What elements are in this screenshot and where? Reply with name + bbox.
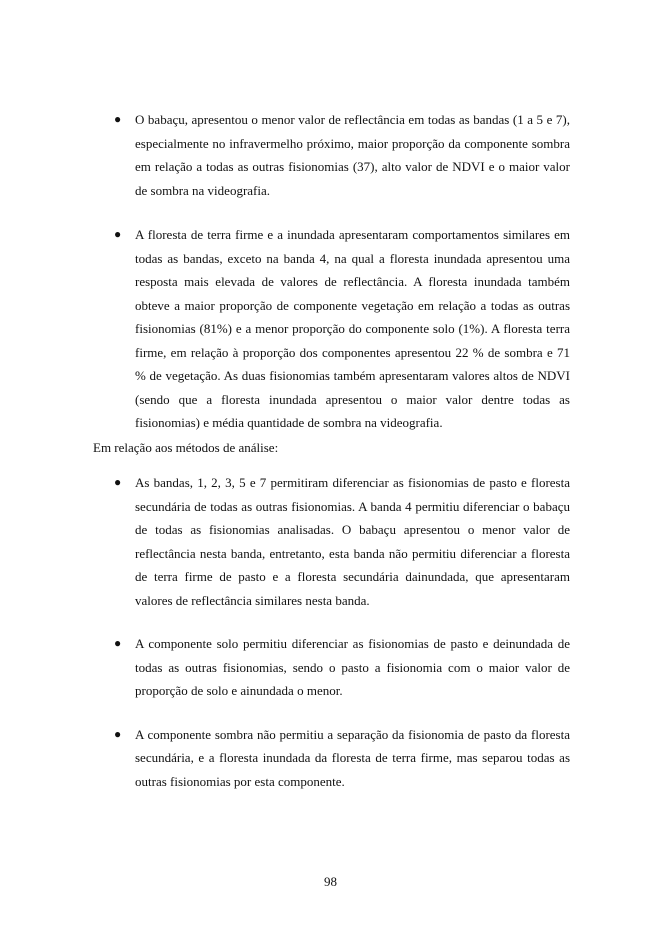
list-item-text: A componente solo permitiu diferenciar as fisionomias de pasto e deinundada de todas as outras fisionomias, sendo o pasto a fisionomia com o maior valor de proporção de solo e ainundada o menor. — [135, 636, 570, 698]
list-item — [114, 471, 570, 612]
intro-paragraph: Em relação aos métodos de análise: — [93, 440, 279, 455]
list-item-text: A componente sombra não permitiu a separação da fisionomia de pasto da floresta secundária, e a floresta inundada da floresta de terra firme, mas separou todas as outras fisionomias por esta componente. — [135, 726, 570, 789]
list-item — [114, 632, 570, 703]
list-item — [114, 223, 570, 435]
list-item — [114, 723, 570, 794]
bullet-list-top — [114, 108, 570, 435]
bullet-icon: ● — [114, 227, 122, 241]
bullet-icon: ● — [114, 636, 122, 650]
list-item-text: A floresta de terra firme e a inundada apresentaram comportamentos similares em todas as bandas, exceto na banda 4, na qual a floresta inundada apresentou uma resposta mais elevada de valores de reflectância. A floresta inundada também obteve a maior proporção de componente vegetação em relação a todas as outras fisionomias (81%) e a menor proporção do componente solo (1%). A floresta terra firme, em relação à proporção dos componentes apresentou 22 % de sombra e 71 % de vegetação. As duas fisionomias também apresentaram valores altos de NDVI (sendo que a floresta inundada apresentou o maior valor dentre todas as fisionomias) e média quantidade de sombra na videografia. — [135, 227, 570, 430]
list-item — [114, 108, 570, 202]
bullet-icon: ● — [114, 726, 122, 741]
page-number: 98 — [324, 874, 337, 889]
bullet-list-bottom — [114, 471, 570, 793]
list-item-text: As bandas, 1, 2, 3, 5 e 7 permitiram diferenciar as fisionomias de pasto e floresta secundária de todas as outras fisionomias. A banda 4 permitiu diferenciar o babaçu de todas as fisionomias analisadas. O babaçu apresentou o menor valor de reflectância nesta banda, entretanto, esta banda não permitiu diferenciar a floresta de terra firme de pasto e a floresta secundária dainundada, que apresentaram valores de reflectância similares nesta banda. — [135, 475, 570, 608]
bullet-icon: ● — [114, 112, 122, 126]
list-item-text: O babaçu, apresentou o menor valor de reflectância em todas as bandas (1 a 5 e 7), especialmente no infravermelho próximo, maior proporção da componente sombra em relação a todas as outras fisionomias (37), alto valor de NDVI e o maior valor de sombra na videografia. — [135, 112, 570, 198]
bullet-icon: ● — [114, 475, 122, 489]
